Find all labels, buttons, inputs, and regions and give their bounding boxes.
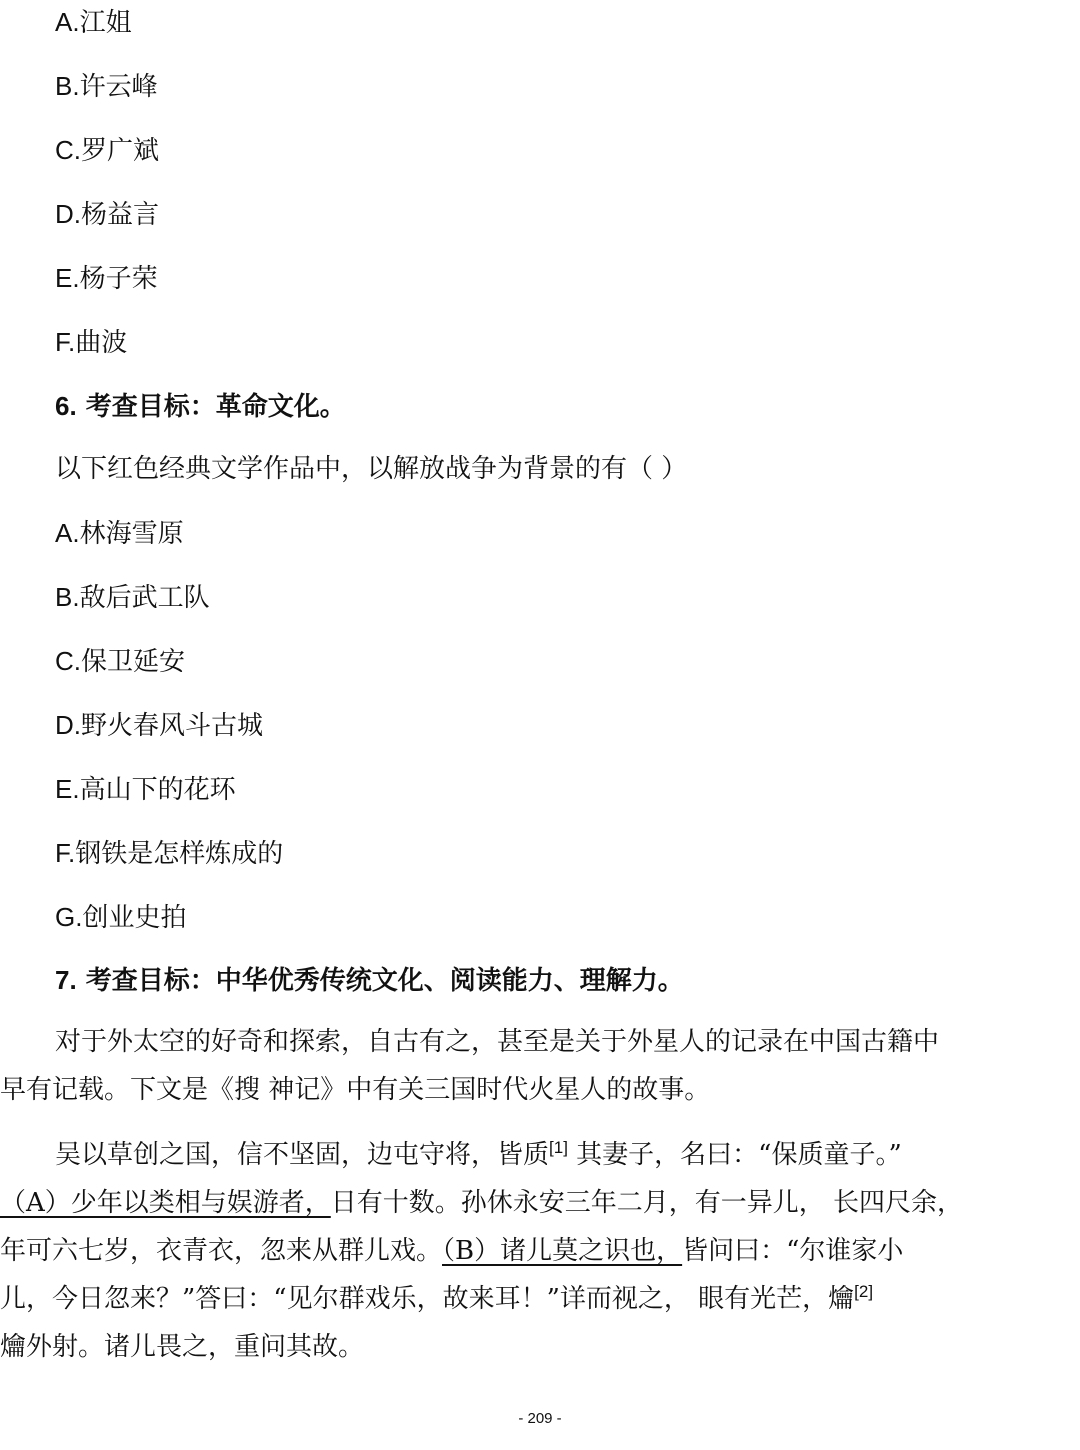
option-f: F.曲波 bbox=[55, 327, 128, 358]
option-c: C.罗广斌 bbox=[55, 135, 160, 166]
passage-line: 吴以草创之国，信不坚固，边屯守将，皆质[1] 其妻子，名曰：“保质童子。” bbox=[55, 1138, 902, 1170]
footnote-1: [1] bbox=[549, 1138, 568, 1157]
passage-line: 年可六七岁，衣青衣，忽来从群儿戏。（B）诸儿莫之识也，皆问曰：“尔谁家小 bbox=[0, 1236, 904, 1266]
intro-line: 对于外太空的好奇和探索，自古有之，甚至是关于外星人的记录在中国古籍中 bbox=[55, 1027, 940, 1057]
question-6-heading: 6. 考查目标：革命文化。 bbox=[55, 391, 346, 422]
option-a: A.林海雪原 bbox=[55, 518, 184, 549]
underlined-sentence-b: （B）诸儿莫之识也， bbox=[442, 1236, 683, 1266]
footnote-2: [2] bbox=[854, 1282, 874, 1301]
option-d: D.杨益言 bbox=[55, 199, 160, 230]
question-7-intro bbox=[0, 1018, 1020, 1114]
question-6-prompt: 以下红色经典文学作品中，以解放战争为背景的有（ ） bbox=[55, 454, 688, 484]
intro-line: 早有记载。下文是《搜 神记》中有关三国时代火星人的故事。 bbox=[0, 1075, 711, 1105]
option-f: F.钢铁是怎样炼成的 bbox=[55, 838, 284, 869]
option-e: E.杨子荣 bbox=[55, 263, 158, 294]
passage-line: 儿，今日忽来？”答曰：“见尔群戏乐，故来耳！”详而视之， 眼有光芒，爚[2] bbox=[0, 1282, 874, 1314]
option-a: A.江姐 bbox=[55, 7, 132, 38]
passage-line: 爚外射。诸儿畏之，重问其故。 bbox=[0, 1332, 365, 1362]
classical-passage bbox=[0, 1131, 1020, 1371]
option-b: B.许云峰 bbox=[55, 71, 158, 102]
option-e: E.高山下的花环 bbox=[55, 774, 236, 805]
option-d: D.野火春风斗古城 bbox=[55, 710, 264, 741]
passage-line: （A）少年以类相与娱游者，日有十数。孙休永安三年二月，有一异儿， 长四尺余， bbox=[0, 1188, 964, 1218]
option-g: G.创业史拍 bbox=[55, 902, 187, 933]
question-7-heading: 7. 考查目标：中华优秀传统文化、阅读能力、理解力。 bbox=[55, 965, 684, 996]
underlined-sentence-a: （A）少年以类相与娱游者， bbox=[0, 1188, 331, 1218]
option-b: B.敌后武工队 bbox=[55, 582, 210, 613]
option-c: C.保卫延安 bbox=[55, 646, 186, 677]
page-number: - 209 - bbox=[518, 1410, 562, 1427]
